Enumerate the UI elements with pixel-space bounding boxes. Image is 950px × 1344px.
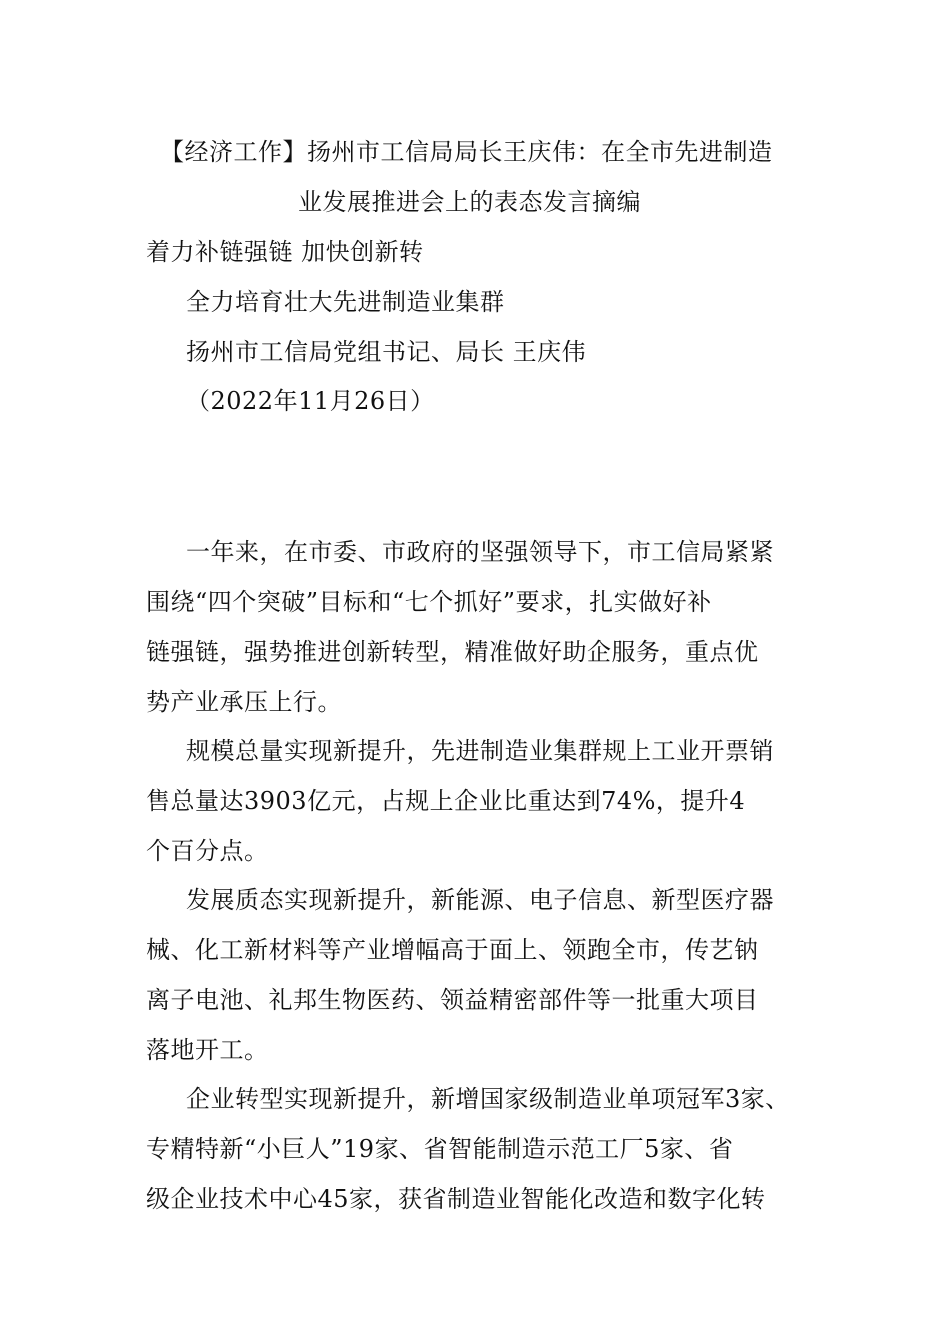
author-line: 扬州市工信局党组书记、局长 王庆伟 [186,338,587,366]
paragraph-4-line-2: 专精特新“小巨人”19家、省智能制造示范工厂5家、省 [146,1135,734,1163]
paragraph-1-line-3: 链强链，强势推进创新转型，精准做好助企服务，重点优 [146,638,759,666]
paragraph-3-line-1: 发展质态实现新提升，新能源、电子信息、新型医疗器 [186,886,774,914]
document-title-line-1: 【经济工作】扬州市工信局局长王庆伟：在全市先进制造 [160,138,773,166]
paragraph-2-line-2: 售总量达3903亿元，占规上企业比重达到74%，提升4 [146,787,746,815]
paragraph-1-line-4: 势产业承压上行。 [146,688,342,716]
paragraph-1-line-1: 一年来，在市委、市政府的坚强领导下，市工信局紧紧 [186,538,774,566]
paragraph-4-line-1: 企业转型实现新提升，新增国家级制造业单项冠军3家、 [186,1085,790,1113]
paragraph-2-line-1: 规模总量实现新提升，先进制造业集群规上工业开票销 [186,737,774,765]
subtitle-line-1: 着力补链强链 加快创新转 [146,238,424,266]
paragraph-2-line-3: 个百分点。 [146,837,269,865]
subtitle-line-2: 全力培育壮大先进制造业集群 [186,288,505,316]
paragraph-3-line-4: 落地开工。 [146,1036,269,1064]
date-line: （2022年11月26日） [186,387,435,415]
document-title-line-2: 业发展推进会上的表态发言摘编 [298,188,641,216]
paragraph-3-line-3: 离子电池、礼邦生物医药、领益精密部件等一批重大项目 [146,986,759,1014]
paragraph-3-line-2: 械、化工新材料等产业增幅高于面上、领跑全市，传艺钠 [146,936,759,964]
paragraph-4-line-3: 级企业技术中心45家，获省制造业智能化改造和数字化转 [146,1185,766,1213]
paragraph-1-line-2: 围绕“四个突破”目标和“七个抓好”要求，扎实做好补 [146,588,712,616]
